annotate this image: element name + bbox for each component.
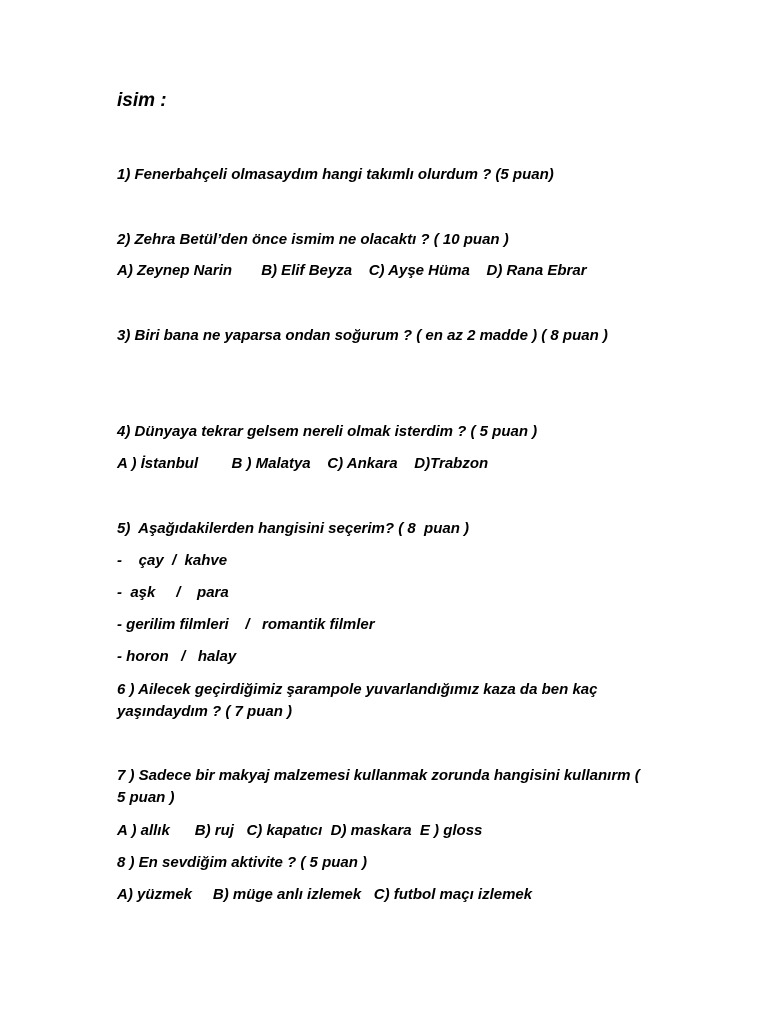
question-4-options: A ) İstanbul B ) Malatya C) Ankara D)Trabzon (117, 455, 489, 472)
name-label: isim : (117, 90, 167, 111)
question-5-item: - çay / kahve (117, 552, 228, 569)
question-2: 2) Zehra Betül’den önce ismim ne olacaktı ? ( 10 puan ) (117, 231, 509, 248)
question-5-item: - aşk / para (117, 584, 229, 601)
question-5: 5) Aşağıdakilerden hangisini seçerim? ( 8 puan ) (117, 520, 470, 537)
question-7: 7 ) Sadece bir makyaj malzemesi kullanmak zorunda hangisini kullanırm ( 5 puan ) (117, 767, 644, 806)
question-3: 3) Biri bana ne yaparsa ondan soğurum ? ( en az 2 madde ) ( 8 puan ) (117, 327, 608, 344)
question-4: 4) Dünyaya tekrar gelsem nereli olmak isterdim ? ( 5 puan ) (117, 423, 538, 440)
question-5-item: - horon / halay (117, 648, 237, 665)
question-8-options: A) yüzmek B) müge anlı izlemek C) futbol maçı izlemek (117, 886, 533, 903)
question-7-options: A ) allık B) ruj C) kapatıcı D) maskara E ) gloss (117, 822, 483, 839)
question-8: 8 ) En sevdiğim aktivite ? ( 5 puan ) (117, 854, 368, 871)
question-6: 6 ) Ailecek geçirdiğimiz şarampole yuvarlandığımız kaza da ben kaç yaşındaydım ? ( 7 puan ) (117, 681, 602, 720)
question-1: 1) Fenerbahçeli olmasaydım hangi takımlı olurdum ? (5 puan) (117, 166, 554, 183)
question-5-item: - gerilim filmleri / romantik filmler (117, 616, 375, 633)
question-2-options: A) Zeynep Narin B) Elif Beyza C) Ayşe Hüma D) Rana Ebrar (117, 262, 587, 279)
